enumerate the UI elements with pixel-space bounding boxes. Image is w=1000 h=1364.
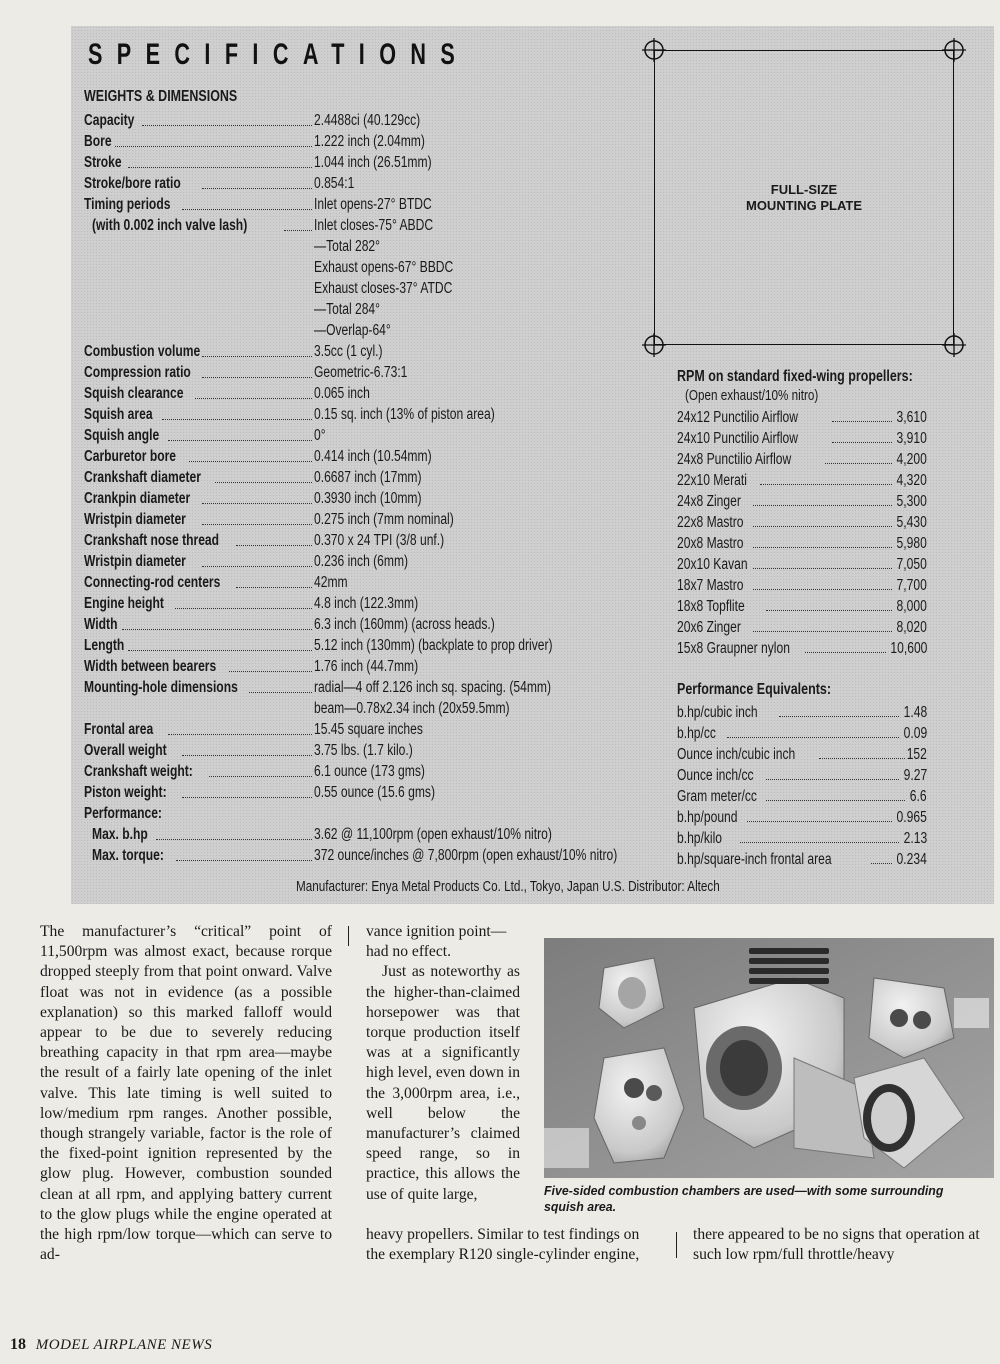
spec-label (84, 320, 313, 341)
spec-value: 1.044 inch (26.51mm) (314, 154, 432, 171)
column-rule (676, 1232, 677, 1258)
rpm-row-value: 10,600 (890, 640, 927, 657)
leader-dots (825, 463, 892, 464)
leader-dots (747, 821, 893, 822)
spec-row (84, 572, 624, 593)
spec-label-text: Timing periods (84, 196, 171, 213)
spec-label (84, 782, 313, 803)
engine-parts-illustration (544, 938, 994, 1178)
spec-label-text: Crankshaft nose thread (84, 532, 220, 549)
spec-label (84, 278, 313, 299)
leader-dots (753, 631, 892, 632)
spec-row (84, 509, 624, 530)
spec-value: 42mm (314, 574, 348, 591)
spec-value: 6.3 inch (160mm) (across heads.) (314, 616, 495, 633)
spec-label-text: Crankpin diameter (84, 490, 191, 507)
leader-dots (202, 502, 312, 504)
spec-label-text: Stroke (84, 154, 122, 171)
spec-label-text: Frontal area (84, 721, 154, 738)
leader-dots (832, 442, 893, 443)
perf-row (677, 765, 927, 786)
spec-row (84, 698, 624, 719)
leader-dots (202, 355, 312, 357)
leader-dots (168, 439, 312, 441)
spec-label-text: Stroke/bore ratio (84, 175, 181, 192)
rpm-row-value: 3,610 (896, 409, 927, 426)
rpm-row-label: 20x6 Zinger (677, 619, 741, 636)
article-column-2 (366, 922, 520, 1205)
leader-dots (753, 526, 892, 527)
article-paragraph: there appeared to be no signs that operation at such low rpm/full throttle/heavy (693, 1226, 980, 1264)
spec-label (84, 593, 313, 614)
rpm-row-label: 15x8 Graupner nylon (677, 640, 790, 657)
perf-row (677, 849, 927, 870)
spec-label (84, 152, 313, 173)
spec-label (84, 131, 313, 152)
article-column-2-continued (366, 1225, 662, 1265)
spec-value: 6.1 ounce (173 gms) (314, 763, 425, 780)
spec-row (84, 278, 624, 299)
spec-row (84, 173, 624, 194)
rpm-row (677, 491, 927, 512)
leader-dots (202, 376, 312, 378)
spec-value: 1.222 inch (2.04mm) (314, 133, 425, 150)
spec-row (84, 530, 624, 551)
specifications-title: SPECIFICATIONS (88, 38, 470, 71)
spec-label-text: Squish angle (84, 427, 160, 444)
spec-value: 2.4488ci (40.129cc) (314, 112, 421, 129)
spec-label-text: Piston weight: (84, 784, 167, 801)
spec-value: Inlet closes-75° ABDC (314, 217, 434, 234)
spec-label-text: Crankshaft weight: (84, 763, 193, 780)
spec-label (84, 635, 313, 656)
spec-label (84, 215, 313, 236)
spec-value: 4.8 inch (122.3mm) (314, 595, 419, 612)
spec-label (84, 656, 313, 677)
rpm-row (677, 596, 927, 617)
spec-label (84, 236, 313, 257)
rpm-row-label: 20x8 Mastro (677, 535, 744, 552)
perf-row-label: b.hp/cc (677, 725, 716, 742)
mounting-hole-icon (642, 38, 666, 62)
leader-dots (182, 754, 312, 756)
perf-row (677, 828, 927, 849)
rpm-row (677, 533, 927, 554)
spec-value: 0.414 inch (10.54mm) (314, 448, 432, 465)
leader-dots (176, 859, 312, 861)
spec-label (84, 677, 313, 698)
leader-dots (215, 481, 312, 483)
rpm-row (677, 638, 927, 659)
perf-row-label: Ounce inch/cubic inch (677, 746, 796, 763)
spec-label-text: Max. b.hp (92, 826, 148, 843)
rpm-row (677, 617, 927, 638)
rpm-row-value: 7,050 (896, 556, 927, 573)
spec-label-text: Wristpin diameter (84, 511, 186, 528)
rpm-row-label: 22x8 Mastro (677, 514, 744, 531)
mounting-plate-label (654, 182, 954, 214)
spec-row (84, 383, 624, 404)
rpm-row-label: 24x12 Punctilio Airflow (677, 409, 798, 426)
perf-row-label: b.hp/square-inch frontal area (677, 851, 832, 868)
spec-label (84, 362, 313, 383)
perf-row-value: 2.13 (903, 830, 927, 847)
spec-value: 0.3930 inch (10mm) (314, 490, 422, 507)
leader-dots (753, 589, 892, 590)
spec-row (84, 845, 624, 866)
rpm-row-value: 4,320 (896, 472, 927, 489)
spec-label (84, 698, 313, 719)
rpm-row-label: 18x7 Mastro (677, 577, 744, 594)
rpm-row-value: 7,700 (896, 577, 927, 594)
spec-label-text: Connecting-rod centers (84, 574, 221, 591)
leader-dots (182, 208, 312, 210)
rpm-row (677, 428, 927, 449)
leader-dots (162, 418, 312, 420)
spec-value: 0.065 inch (314, 385, 370, 402)
article-paragraph: heavy propellers. Similar to test findings on the exemplary R120 single-cylinder engine, (366, 1226, 640, 1264)
rpm-row-value: 3,910 (896, 430, 927, 447)
leader-dots (122, 628, 312, 630)
spec-row (84, 761, 624, 782)
rpm-row (677, 512, 927, 533)
rpm-row-value: 4,200 (896, 451, 927, 468)
rpm-row-label: 20x10 Kavan (677, 556, 748, 573)
spec-label (84, 803, 313, 824)
leader-dots (236, 586, 312, 588)
rpm-row-label: 24x10 Punctilio Airflow (677, 430, 798, 447)
spec-row (84, 299, 624, 320)
spec-label (84, 341, 313, 362)
spec-label (84, 383, 313, 404)
leader-dots (766, 800, 905, 801)
article-paragraph: The manufacturer’s “critical” point of 11,500rpm was almost exact, because rorque dropped steeply from that point onward. Valve float was not in evidence (as a possible explanation) so this marked falloff would appear to be due to severely reducing breathing capacity in that rpm area—maybe the result of a fairly late opening of the inlet valve. This late timing is well suited to low/medium rpm ranges. Another possible, though strangely variable, factor is the role of the fixed-point ignition represented by the glow plug. However, combustion sounded clean at all rpm, and applying battery current to the glow plugs while the engine operated at the high rpm/low torque—which can serve to ad- (40, 923, 332, 1264)
spec-row (84, 215, 624, 236)
spec-label (84, 110, 313, 131)
rpm-row (677, 449, 927, 470)
spec-value: 0.15 sq. inch (13% of piston area) (314, 406, 495, 423)
mounting-hole-icon (942, 38, 966, 62)
spec-label (84, 257, 313, 278)
leader-dots (753, 547, 892, 548)
spec-row (84, 110, 624, 131)
spec-label-text: Mounting-hole dimensions (84, 679, 238, 696)
article-paragraph: vance ignition point—had no effect. (366, 923, 507, 961)
engine-parts-photo (544, 938, 994, 1178)
spec-label-text: Width (84, 616, 118, 633)
leader-dots (115, 145, 312, 147)
rpm-subheading: (Open exhaust/10% nitro) (685, 387, 819, 404)
perf-row-value: 1.48 (903, 704, 927, 721)
leader-dots (128, 649, 312, 651)
rpm-row-value: 8,000 (896, 598, 927, 615)
spec-label-text: Combustion volume (84, 343, 201, 360)
spec-row (84, 803, 624, 824)
spec-row (84, 236, 624, 257)
spec-label (84, 740, 313, 761)
leader-dots (202, 565, 312, 567)
spec-label-text: Length (84, 637, 125, 654)
spec-value: 5.12 inch (130mm) (backplate to prop driver) (314, 637, 553, 654)
spec-row (84, 320, 624, 341)
spec-label (84, 614, 313, 635)
spec-value: 3.5cc (1 cyl.) (314, 343, 383, 360)
spec-row (84, 341, 624, 362)
perf-row (677, 744, 927, 765)
leader-dots (249, 691, 312, 693)
rpm-row (677, 407, 927, 428)
leader-dots (209, 775, 312, 777)
spec-value: 0.236 inch (6mm) (314, 553, 409, 570)
spec-label (84, 572, 313, 593)
spec-value: 3.62 @ 11,100rpm (open exhaust/10% nitro) (314, 826, 552, 843)
leader-dots (229, 670, 312, 672)
leader-dots (156, 838, 312, 840)
rpm-heading: RPM on standard fixed-wing propellers: (677, 368, 913, 385)
rpm-row-label: 22x10 Merati (677, 472, 747, 489)
rpm-row (677, 554, 927, 575)
leader-dots (766, 779, 899, 780)
spec-value: —Total 284° (314, 301, 380, 318)
perf-row-value: 0.965 (896, 809, 927, 826)
spec-value: 0.854:1 (314, 175, 355, 192)
spec-label (84, 404, 313, 425)
spec-label-text: Squish area (84, 406, 153, 423)
spec-label (84, 719, 313, 740)
spec-row (84, 425, 624, 446)
perf-row-value: 9.27 (903, 767, 927, 784)
spec-value: 0.370 x 24 TPI (3/8 unf.) (314, 532, 445, 549)
rpm-row-label: 18x8 Topflite (677, 598, 745, 615)
spec-row (84, 635, 624, 656)
spec-row (84, 551, 624, 572)
spec-label (84, 509, 313, 530)
photo-caption: Five-sided combustion chambers are used—with some surrounding squish area. (544, 1183, 944, 1214)
perf-row-value: 152 (906, 746, 927, 763)
leader-dots (284, 229, 312, 231)
spec-label-text: Overall weight (84, 742, 167, 759)
perf-row-value: 6.6 (910, 788, 927, 805)
rpm-row-label: 24x8 Zinger (677, 493, 741, 510)
spec-label-text: Width between bearers (84, 658, 217, 675)
leader-dots (168, 733, 312, 735)
leader-dots (142, 124, 312, 126)
mounting-plate-label-line1: FULL-SIZE (770, 182, 838, 197)
spec-row (84, 740, 624, 761)
spec-value: 15.45 square inches (314, 721, 423, 738)
article-column-3 (693, 1225, 983, 1265)
spec-label (84, 173, 313, 194)
spec-row (84, 194, 624, 215)
spec-row (84, 593, 624, 614)
leader-dots (753, 568, 892, 569)
spec-row (84, 656, 624, 677)
magazine-title: MODEL AIRPLANE NEWS (35, 1337, 213, 1353)
spec-row (84, 677, 624, 698)
column-rule (348, 926, 349, 946)
spec-row (84, 467, 624, 488)
spec-row (84, 131, 624, 152)
spec-value: 0.275 inch (7mm nominal) (314, 511, 454, 528)
page-footer (10, 1336, 212, 1354)
spec-value: Exhaust opens-67° BBDC (314, 259, 454, 276)
spec-value: Exhaust closes-37° ATDC (314, 280, 453, 297)
spec-label-text: Engine height (84, 595, 164, 612)
spec-value: Geometric-6.73:1 (314, 364, 408, 381)
spec-label-text: Compression ratio (84, 364, 191, 381)
spec-value: —Total 282° (314, 238, 380, 255)
spec-label (84, 488, 313, 509)
perf-row-value: 0.234 (896, 851, 927, 868)
mounting-hole-icon (642, 333, 666, 357)
spec-label (84, 530, 313, 551)
perf-row-label: b.hp/kilo (677, 830, 723, 847)
spec-value: 1.76 inch (44.7mm) (314, 658, 419, 675)
spec-row (84, 824, 624, 845)
perf-row (677, 723, 927, 744)
spec-label (84, 194, 313, 215)
rpm-row-value: 5,430 (896, 514, 927, 531)
spec-value: 0.55 ounce (15.6 gms) (314, 784, 435, 801)
spec-value: 0.6687 inch (17mm) (314, 469, 422, 486)
spec-value: 372 ounce/inches @ 7,800rpm (open exhaust/10% nitro) (314, 847, 618, 864)
perf-row (677, 807, 927, 828)
spec-value: radial—4 off 2.126 inch sq. spacing. (54mm) (314, 679, 551, 696)
spec-row (84, 488, 624, 509)
spec-row (84, 446, 624, 467)
spec-row (84, 362, 624, 383)
spec-label-text: Wristpin diameter (84, 553, 186, 570)
leader-dots (128, 166, 312, 168)
spec-value: beam—0.78x2.34 inch (20x59.5mm) (314, 700, 510, 717)
leader-dots (805, 652, 885, 653)
rpm-row-label: 24x8 Punctilio Airflow (677, 451, 792, 468)
spec-label (84, 824, 313, 845)
leader-dots (779, 716, 899, 717)
article-column-1 (40, 922, 332, 1265)
rpm-row-value: 5,980 (896, 535, 927, 552)
leader-dots (760, 484, 893, 485)
leader-dots (753, 505, 892, 506)
perf-row (677, 786, 927, 807)
spec-label-text: Max. torque: (92, 847, 164, 864)
mounting-plate-label-line2: MOUNTING PLATE (745, 198, 863, 213)
leader-dots (182, 796, 312, 798)
page-number: 18 (10, 1336, 26, 1353)
perf-row-label: Ounce inch/cc (677, 767, 754, 784)
spec-label (84, 299, 313, 320)
spec-label-text: Capacity (84, 112, 135, 129)
performance-equivalents-heading: Performance Equivalents: (677, 681, 831, 698)
spec-row (84, 404, 624, 425)
spec-value: 0° (314, 427, 326, 444)
leader-dots (832, 421, 893, 422)
spec-label (84, 446, 313, 467)
spec-row (84, 782, 624, 803)
leader-dots (727, 737, 899, 738)
spec-row (84, 719, 624, 740)
spec-label (84, 845, 313, 866)
leader-dots (819, 758, 906, 759)
rpm-row-value: 5,300 (896, 493, 927, 510)
leader-dots (740, 842, 899, 843)
leader-dots (766, 610, 892, 611)
leader-dots (202, 187, 312, 189)
spec-label-text: (with 0.002 inch valve lash) (92, 217, 248, 234)
leader-dots (175, 607, 312, 609)
spec-row (84, 257, 624, 278)
spec-row (84, 152, 624, 173)
mounting-hole-icon (942, 333, 966, 357)
spec-label-text: Squish clearance (84, 385, 184, 402)
spec-label-text: Carburetor bore (84, 448, 177, 465)
leader-dots (236, 544, 312, 546)
leader-dots (189, 460, 312, 462)
spec-label (84, 467, 313, 488)
spec-label-text: Bore (84, 133, 112, 150)
spec-value: 3.75 lbs. (1.7 kilo.) (314, 742, 413, 759)
leader-dots (195, 397, 312, 399)
spec-label-text: Performance: (84, 805, 162, 822)
spec-label (84, 761, 313, 782)
rpm-row (677, 470, 927, 491)
weights-dimensions-heading: WEIGHTS & DIMENSIONS (84, 88, 238, 105)
article-paragraph: Just as noteworthy as the higher-than-claimed horsepower was that torque production itself was at a significantly high level, even down in the 3,000rpm area, i.e., well below the manufacturer’s claimed speed range, so in practice, this allows the use of quite large, (366, 963, 520, 1203)
spec-value: Inlet opens-27° BTDC (314, 196, 432, 213)
perf-row-label: b.hp/cubic inch (677, 704, 758, 721)
perf-row-label: b.hp/pound (677, 809, 738, 826)
perf-row-value: 0.09 (903, 725, 927, 742)
spec-label (84, 425, 313, 446)
spec-label (84, 551, 313, 572)
spec-row (84, 614, 624, 635)
leader-dots (871, 863, 892, 864)
rpm-row (677, 575, 927, 596)
manufacturer-line: Manufacturer: Enya Metal Products Co. Ltd., Tokyo, Japan U.S. Distributor: Altech (296, 878, 720, 895)
spec-value: —Overlap-64° (314, 322, 391, 339)
perf-row-label: Gram meter/cc (677, 788, 757, 805)
perf-row (677, 702, 927, 723)
leader-dots (202, 523, 312, 525)
rpm-row-value: 8,020 (896, 619, 927, 636)
spec-label-text: Crankshaft diameter (84, 469, 201, 486)
